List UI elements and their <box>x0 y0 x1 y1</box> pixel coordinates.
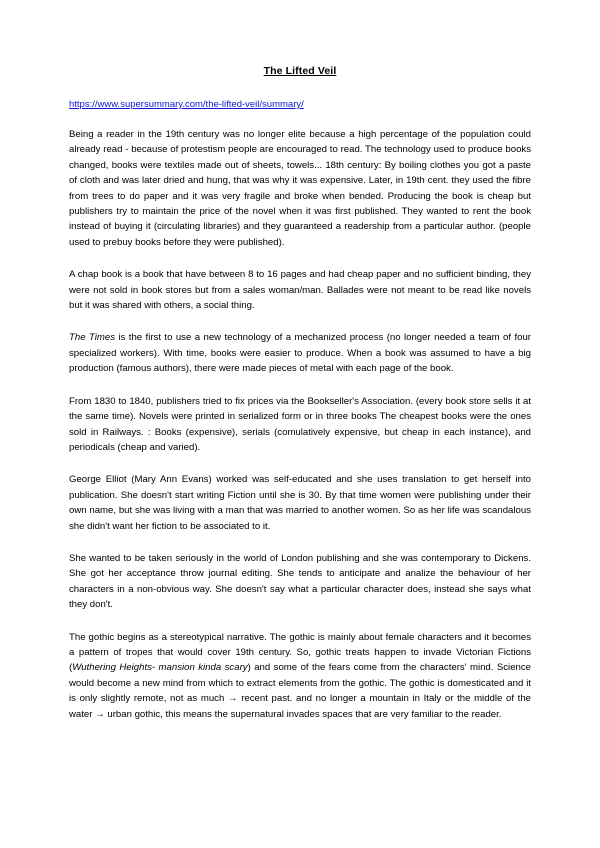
paragraph-gothic <box>69 630 531 722</box>
page-title: The Lifted Veil <box>263 65 337 77</box>
the-times-body: is the first to use a new technology of a mechanized process (no longer needed a team of four specialized workers). With time, books were easier to produce. When a book was assumed to have a big production (famous authors), there were made pieces of metal with each page of the book. <box>69 332 532 375</box>
document-body <box>69 64 531 722</box>
paragraph-chap-book: A chap book is a book that have between 8 to 16 pages and had cheap paper and no sufficient binding, they were not sold in book stores but from a sales woman/man. Ballades were not meant to be read like novels but it was shared with others, a social thing. <box>69 269 531 312</box>
link-spacer <box>69 111 531 127</box>
wuthering-heights-italic-title: Wuthering Heights- mansion kinda scary <box>72 662 248 674</box>
paragraph-reading-public: Being a reader in the 19th century was no longer elite because a high percentage of the population could already read - because of protestism people are encouraged to read. The technology used to produce books changed, books were textiles made out of sheets, towels... 18th century: By boiling clothes you got a paste of cloth and was later dried and hung, that was why it was expensive. Later, in 19th cent. they used the fibre from trees to do paper and it was very fragile and broke when bended. Producing the book is cheap but publishers try to maintain the price of the novel when it was first published. They wanted to rent the book instead of buying it (circulating libraries) and they guaranteed a readership from a particular author. (people used to prebuy books before they were published). <box>69 129 531 248</box>
gothic-text-after-italic: ) and some of the fears come from the characters' mind. Science would become a new mind from which to extract elements from the gothic. The gothic is domesticated and it is only slightly remote, not as much → recent past. and no longer a mountain in Italy or the middle of the water → urban gothic, this means the supernatural invades spaces that are very familiar to the reader. <box>69 662 531 720</box>
paragraph-london-publishing: She wanted to be taken seriously in the world of London publishing and she was contemporary to Dickens. She got her acceptance throw journal editing. She tends to anticipate and analize the behaviour of her characters in a non-obvious way. She doesn't say what a particular character does, instead she says what they don't. <box>69 552 531 611</box>
gothic-text-before-italic: The gothic begins as a stereotypical narrative. The gothic is mainly about female characters and it becomes a pattern of tropes that would cover 19th century. So, gothic treats happen to invade Victorian Fictions ( <box>69 631 531 674</box>
title-spacer <box>69 78 531 98</box>
paragraph-price-fixing: From 1830 to 1840, publishers tried to fix prices via the Bookseller's Association. (every book store sells it at the same time). Novels were printed in serialized form or in three books The cheapest books were the ones sold in Railways. : Books (expensive), serials (comulatively expensive, but cheap in each instance), and periodicals (cheap and varied). <box>69 395 531 453</box>
paragraph-the-times <box>69 330 531 376</box>
the-times-italic-title: The Times <box>69 332 115 344</box>
source-url-link[interactable]: https://www.supersummary.com/the-lifted-veil/summary/ <box>69 99 304 110</box>
paragraph-george-elliot: George Elliot (Mary Ann Evans) worked was self-educated and she uses translation to get herself into publication. She doesn't start writing Fiction until she is 30. By that time women were publishing under their own name, but she was living with a man that was married to another women. So as her life was scandalous she didn't want her fiction to be associated to it. <box>69 474 531 532</box>
